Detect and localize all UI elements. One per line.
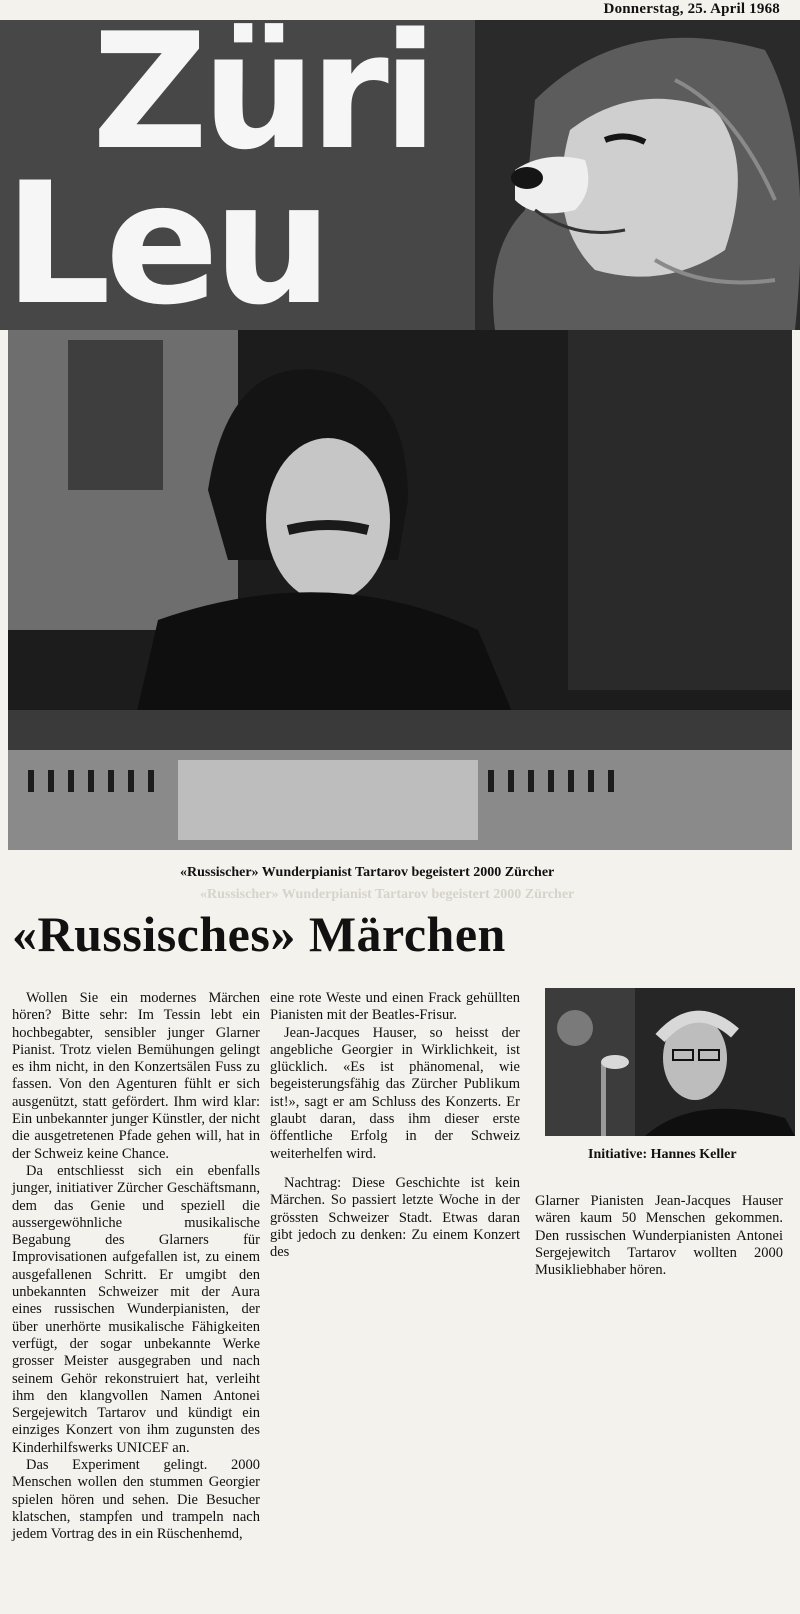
photo-caption: «Russischer» Wunderpianist Tartarov begeistert 2000 Zürcher [180,865,555,880]
masthead [0,20,800,330]
paragraph: Das Experiment gelingt. 2000 Menschen wollen den stummen Georgier spielen hören und sehen. Die Besucher klatschen, stampfen und trampeln nach jedem Vortrag des in ein Rüschenhemd, [12,1457,260,1543]
article-column-1 [12,990,260,1544]
paragraph: Glarner Pianisten Jean-Jacques Hauser wären kaum 50 Menschen gekommen. Den russischen Wunderpianisten Antonei Sergejewitch Tartarov wollten 2000 Musikliebhaber hören. [535,1193,783,1279]
photo-caption-bleedthrough: «Russischer» Wunderpianist Tartarov begeistert 2000 Zürcher [200,887,575,902]
paragraph: Nachtrag: Diese Geschichte ist kein Märchen. So passiert letzte Woche in der grössten Schweizer Stadt. Etwas daran gibt jedoch zu denken: Zu einem Konzert des [270,1174,520,1261]
pianist-photo [8,330,792,850]
hannes-keller-photo [545,988,795,1136]
masthead-title-line1: Züri [92,20,432,185]
side-photo-caption: Initiative: Hannes Keller [588,1147,737,1162]
masthead-title-line2: Leu [4,146,327,330]
masthead-title-block [0,20,475,330]
lion-illustration [475,20,800,330]
paragraph: Wollen Sie ein modernes Märchen hören? Bitte sehr: Im Tessin lebt ein hochbegabter, sensibler junger Glarner Pianist. Trotz vielen Bemühungen gelingt es ihm nicht, in den Konzertsälen Fuss zu fassen. Von den Agenturen fühlt er sich ausgenützt, statt gefördert. Ihm wird klar: Ein unbekannter junger Künstler, der nicht die ausgetretenen Pfade gehen will, hat in der Schweiz keine Chance. [12,990,260,1162]
article-headline: «Russisches» Märchen [12,906,506,962]
article-column-2 [270,990,520,1261]
article-column-3 [535,1193,783,1279]
issue-date: Donnerstag, 25. April 1968 [603,1,780,17]
paragraph: Da entschliesst sich ein ebenfalls junger, initiativer Zürcher Geschäftsmann, dem das Genie und speziell die aussergewöhnliche musikalische Begabung des Glarners für Improvisationen aufgefallen ist, zu einem ausgefallenen Schritt. Er umgibt den unbekannten Schweizer mit der Aura eines russischen Wunderpianisten, der über unerhörte musikalische Fähigkeiten verfügt, der sogar unbekannte Werke grosser Meister ausgegraben und nach seinem Gehör rekonstruiert hat, verleiht ihm den klangvollen Namen Antonei Sergejewitch Tartarov und kündigt ein einziges Konzert von ihm zugunsten des Kinderhilfswerks UNICEF an. [12,1162,260,1456]
paragraph: Jean-Jacques Hauser, so heisst der angebliche Georgier in Wirklichkeit, ist glücklich. «Es ist phänomenal, wie begeisterungsfähig das Zürcher Publikum ist!», sagt er am Schluss des Konzerts. Er glaubt daran, dass ihm dieser erste öffentliche Erfolg in der Schweiz weiterhelfen wird. [270,1024,520,1162]
paragraph: eine rote Weste und einen Frack gehüllten Pianisten mit der Beatles-Frisur. [270,990,520,1024]
